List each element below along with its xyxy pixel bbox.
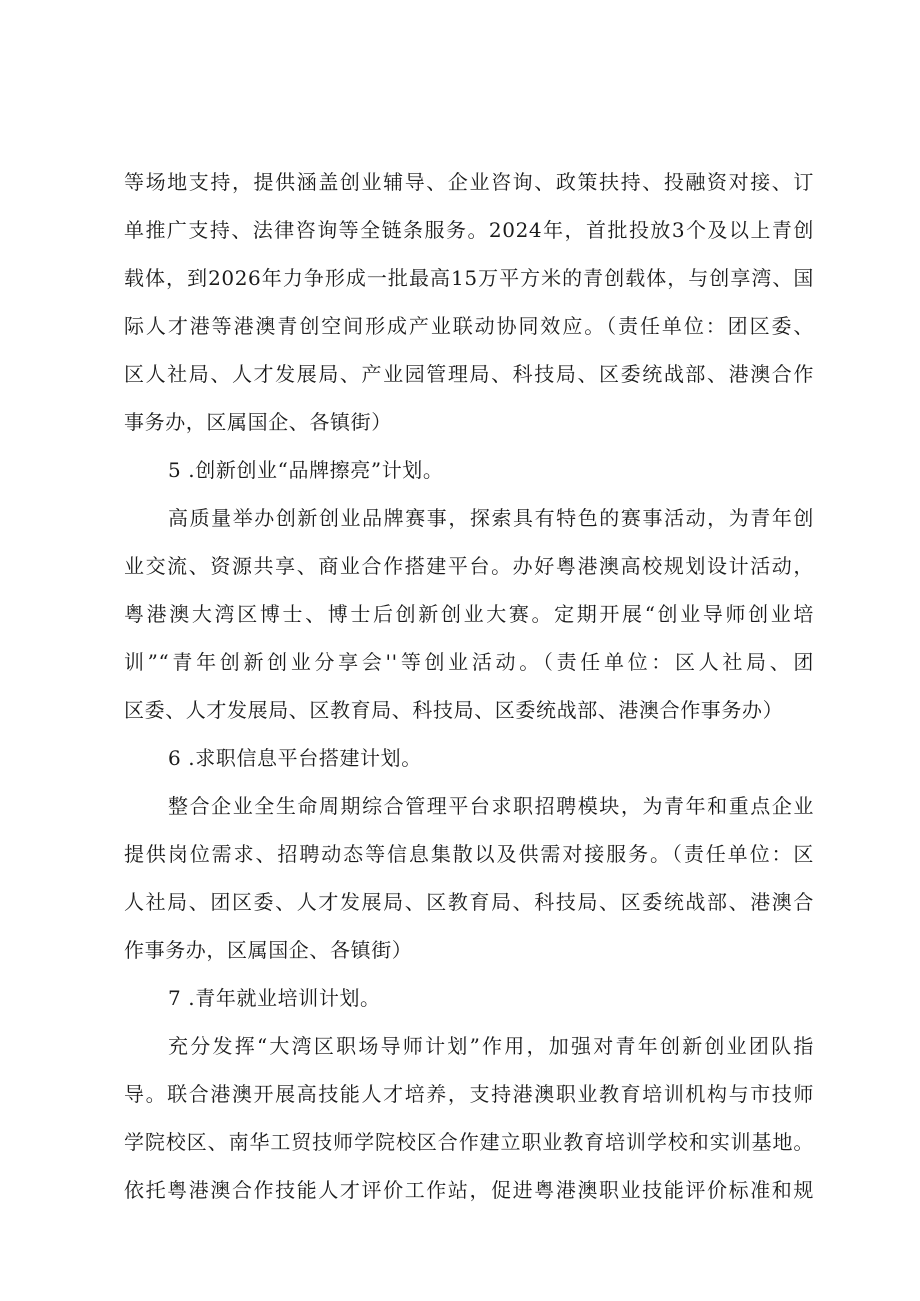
- text-line: 充分发挥“大湾区职场导师计划”作用，加强对青年创新创业团队指: [168, 1034, 814, 1058]
- text-line: 业交流、资源共享、商业合作搭建平台。办好粤港澳高校规划设计活动，: [124, 554, 814, 578]
- document-body: [124, 158, 814, 1214]
- text-line: 学院校区、南华工贸技师学院校区合作建立职业教育培训学校和实训基地。: [124, 1130, 814, 1154]
- section-heading-7: 7 .青年就业培训计划。: [168, 986, 381, 1010]
- text-line: 载体，到2026年力争形成一批最高15万平方米的青创载体，与创享湾、国: [124, 266, 814, 290]
- text-line: 区人社局、人才发展局、产业园管理局、科技局、区委统战部、港澳合作: [124, 362, 814, 386]
- text-line: 提供岗位需求、招聘动态等信息集散以及供需对接服务。（责任单位：区: [124, 842, 814, 866]
- text-line: 事务办，区属国企、各镇街）: [124, 410, 392, 434]
- section-heading-5: 5 .创新创业“品牌擦亮”计划。: [168, 458, 444, 482]
- text-line: 依托粤港澳合作技能人才评价工作站，促进粤港澳职业技能评价标准和规: [124, 1178, 814, 1202]
- text-line: 单推广支持、法律咨询等全链条服务。2024年，首批投放3个及以上青创: [124, 218, 814, 242]
- section-heading-6: 6 .求职信息平台搭建计划。: [168, 746, 422, 770]
- text-line: 训”“青年创新创业分享会''等创业活动。（责任单位：区人社局、团: [124, 650, 814, 674]
- text-line: 粤港澳大湾区博士、博士后创新创业大赛。定期开展“创业导师创业培: [124, 602, 814, 626]
- text-line: 作事务办，区属国企、各镇街）: [124, 938, 413, 962]
- text-line: 区委、人才发展局、区教育局、科技局、区委统战部、港澳合作事务办）: [124, 698, 784, 722]
- text-line: 人社局、团区委、人才发展局、区教育局、科技局、区委统战部、港澳合: [124, 890, 814, 914]
- text-line: 导。联合港澳开展高技能人才培养，支持港澳职业教育培训机构与市技师: [124, 1082, 814, 1106]
- text-line: 等场地支持，提供涵盖创业辅导、企业咨询、政策扶持、投融资对接、订: [124, 170, 814, 194]
- text-line: 际人才港等港澳青创空间形成产业联动协同效应。（责任单位：团区委、: [124, 314, 814, 338]
- text-line: 整合企业全生命周期综合管理平台求职招聘模块，为青年和重点企业: [168, 794, 814, 818]
- text-line: 高质量举办创新创业品牌赛事，探索具有特色的赛事活动，为青年创: [168, 506, 814, 530]
